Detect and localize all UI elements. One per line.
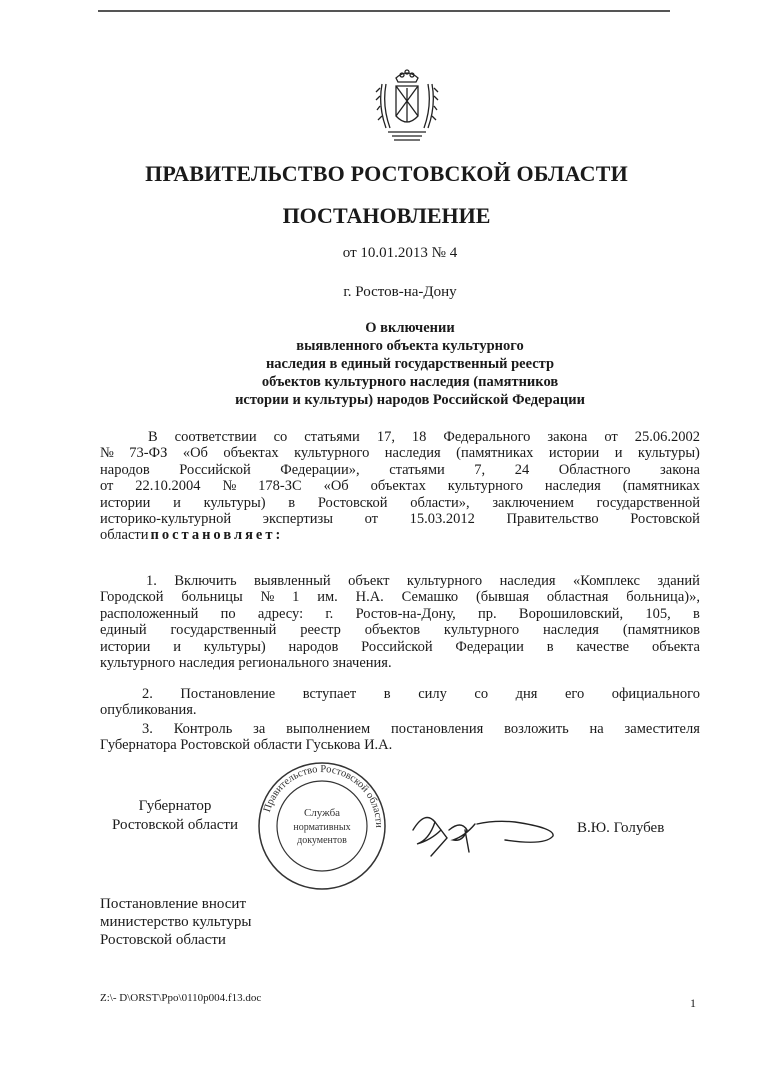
stamp-inner-line: нормативных xyxy=(293,822,351,833)
word: постановления xyxy=(390,721,484,737)
submitter-line: Постановление вносит xyxy=(100,896,247,912)
word: культурного xyxy=(294,445,370,462)
word: 3. xyxy=(142,721,153,737)
word: 105, xyxy=(645,605,671,622)
preamble-line xyxy=(100,462,700,478)
subject-line: выявленного объекта культурного xyxy=(296,338,524,354)
position-line: Губернатор xyxy=(138,798,212,814)
word: культуры) xyxy=(203,494,266,511)
word: 24 xyxy=(514,461,530,478)
word: адресу: xyxy=(257,605,304,622)
word: культурного xyxy=(443,622,520,639)
word: Контроль xyxy=(173,721,233,737)
word: Правительство xyxy=(506,511,599,528)
word: Российской xyxy=(361,638,433,655)
word: зданий xyxy=(657,573,700,589)
word: больницы xyxy=(181,589,243,606)
submitter-line: министерство культуры xyxy=(100,914,252,930)
word: Ворошиловский, xyxy=(518,605,624,622)
word: выявленный xyxy=(254,573,331,589)
word: № xyxy=(100,445,114,462)
submitter-line: Ростовской области xyxy=(100,932,226,948)
word: заключением xyxy=(492,494,574,511)
top-border-line xyxy=(98,10,670,12)
word: Федерации», xyxy=(280,461,360,478)
decree-item-2 xyxy=(100,686,700,719)
word: Постановление xyxy=(180,686,276,702)
word: официального xyxy=(611,686,700,702)
city: г. Ростов-на-Дону xyxy=(343,284,457,300)
word: историко-культурной xyxy=(100,511,232,528)
word: истории xyxy=(100,638,151,655)
preamble-region-word: области xyxy=(100,527,149,544)
word: Н.А. xyxy=(355,589,384,606)
coat-of-arms-icon xyxy=(374,66,440,146)
word: силу xyxy=(418,686,447,702)
word: 15.03.2012 xyxy=(409,511,475,528)
word: в xyxy=(288,494,296,511)
word: наследия xyxy=(543,622,599,639)
word: дня xyxy=(515,686,538,702)
preamble-last-line xyxy=(100,527,700,543)
word: № xyxy=(222,478,237,495)
word: в xyxy=(383,686,391,702)
word: заместителя xyxy=(624,721,700,737)
word: статьями xyxy=(389,461,445,478)
preamble-line xyxy=(100,478,700,494)
word: областная xyxy=(546,589,609,606)
word: 2. xyxy=(142,686,153,702)
word: 7, xyxy=(474,461,486,478)
word: от xyxy=(604,429,618,445)
word: пр. xyxy=(478,605,497,622)
word: реестр xyxy=(300,622,341,639)
decree-item-1 xyxy=(100,573,700,671)
word: (памятников xyxy=(622,622,700,639)
word: объектов xyxy=(364,622,421,639)
item-line xyxy=(100,573,700,589)
file-path: Z:\- D\ORST\Ppo\0110p004.f13.doc xyxy=(100,992,262,1004)
word: «Об xyxy=(323,478,349,495)
item-line xyxy=(100,686,700,702)
word: объект xyxy=(348,573,390,589)
word: народов xyxy=(100,461,150,478)
subject-line: наследия в единый государственный реестр xyxy=(265,356,555,372)
word: 73-ФЗ xyxy=(129,445,168,462)
item-line xyxy=(100,622,700,638)
word: В xyxy=(148,429,158,445)
preamble-line xyxy=(100,445,700,461)
government-title: ПРАВИТЕЛЬСТВО РОСТОВСКОЙ ОБЛАСТИ xyxy=(145,161,628,186)
word: 17, xyxy=(376,429,395,445)
subject-line: истории и культуры) народов Российской Федерации xyxy=(235,392,585,408)
word: и xyxy=(614,445,623,462)
word: единый xyxy=(100,622,147,639)
item-line: культурного наследия регионального значения. xyxy=(100,655,392,672)
word: Российской xyxy=(179,461,251,478)
word: 178-ЗС xyxy=(258,478,302,495)
word: народов xyxy=(288,638,339,655)
handwritten-signature xyxy=(405,800,565,870)
word: области», xyxy=(410,494,470,511)
word: 1. xyxy=(146,573,157,589)
word: (бывшая xyxy=(475,589,530,606)
word: его xyxy=(564,686,585,702)
stamp-inner-line: документов xyxy=(297,835,347,846)
word: объектах xyxy=(370,478,426,495)
decree-word: постановляет: xyxy=(150,527,284,544)
word: возложить xyxy=(504,721,569,737)
word: расположенный xyxy=(100,605,199,622)
word: выполнением xyxy=(286,721,371,737)
word: в xyxy=(546,638,554,655)
word: со xyxy=(474,686,489,702)
word: г. xyxy=(325,605,334,622)
item-line xyxy=(100,639,700,655)
word: в xyxy=(693,605,700,622)
word: объектах xyxy=(223,445,279,462)
stamp-outer-text: Правительство Ростовской области xyxy=(261,763,385,828)
word: Ростовской xyxy=(317,494,388,511)
word: культурного xyxy=(406,573,483,589)
word: 25.06.2002 xyxy=(634,429,700,445)
subject-line: О включении xyxy=(365,320,455,336)
word: 18 xyxy=(411,429,427,445)
word: от xyxy=(364,511,378,528)
word: государственный xyxy=(170,622,277,639)
word: наследия xyxy=(499,573,556,589)
word: по xyxy=(220,605,236,622)
word: № xyxy=(260,589,275,606)
word: культурного xyxy=(447,478,523,495)
word: за xyxy=(253,721,266,737)
preamble-line xyxy=(100,429,700,445)
word: истории xyxy=(548,445,600,462)
item-line: Губернатора Ростовской области Гуськова И.А. xyxy=(100,737,393,754)
stamp-inner-line: Служба xyxy=(303,807,341,819)
item-line xyxy=(100,721,700,737)
word: 22.10.2004 xyxy=(135,478,201,495)
word: (памятниках xyxy=(456,445,534,462)
word: и xyxy=(173,494,181,511)
preamble-paragraph xyxy=(100,429,700,544)
word: закона xyxy=(547,429,588,445)
word: Городской xyxy=(100,589,164,606)
document-type: ПОСТАНОВЛЕНИЕ xyxy=(282,203,491,228)
item-line xyxy=(100,589,700,605)
word: Семашко xyxy=(401,589,459,606)
word: соответствии xyxy=(174,429,257,445)
word: вступает xyxy=(302,686,357,702)
word: от xyxy=(100,478,114,495)
position-line: Ростовской области xyxy=(112,817,238,833)
preamble-line xyxy=(100,495,700,511)
word: со xyxy=(273,429,288,445)
signatory-position xyxy=(100,797,250,835)
word: закона xyxy=(660,461,700,478)
word: Федерального xyxy=(443,429,531,445)
word: наследия xyxy=(544,478,601,495)
word: государственной xyxy=(596,494,700,511)
signatory-name: В.Ю. Голубев xyxy=(577,820,665,836)
preamble-line xyxy=(100,511,700,527)
word: Включить xyxy=(174,573,237,589)
word: больница)», xyxy=(626,589,700,606)
word: экспертизы xyxy=(262,511,333,528)
word: и xyxy=(173,638,181,655)
word: им. xyxy=(317,589,338,606)
word: «Комплекс xyxy=(573,573,640,589)
word: Ростов-на-Дону, xyxy=(355,605,456,622)
word: (памятниках xyxy=(622,478,700,495)
word: культуры) xyxy=(203,638,266,655)
word: на xyxy=(589,721,604,737)
word: Федерации xyxy=(455,638,524,655)
word: «Об xyxy=(182,445,208,462)
subject-line: объектов культурного наследия (памятников xyxy=(261,374,559,390)
word: объекта xyxy=(651,638,700,655)
item-line xyxy=(100,606,700,622)
page-number: 1 xyxy=(690,996,696,1010)
submitter-block xyxy=(100,895,252,949)
word: истории xyxy=(100,494,151,511)
decree-item-3 xyxy=(100,721,700,754)
word: наследия xyxy=(384,445,441,462)
word: Ростовской xyxy=(630,511,700,528)
date-and-number: от 10.01.2013 № 4 xyxy=(342,245,458,261)
word: 1 xyxy=(292,589,300,606)
word: Областного xyxy=(558,461,631,478)
word: качестве xyxy=(576,638,630,655)
word: статьями xyxy=(304,429,360,445)
official-stamp xyxy=(256,760,388,892)
word: культуры) xyxy=(637,445,700,462)
subject-heading xyxy=(150,319,670,409)
item-line: опубликования. xyxy=(100,702,197,719)
